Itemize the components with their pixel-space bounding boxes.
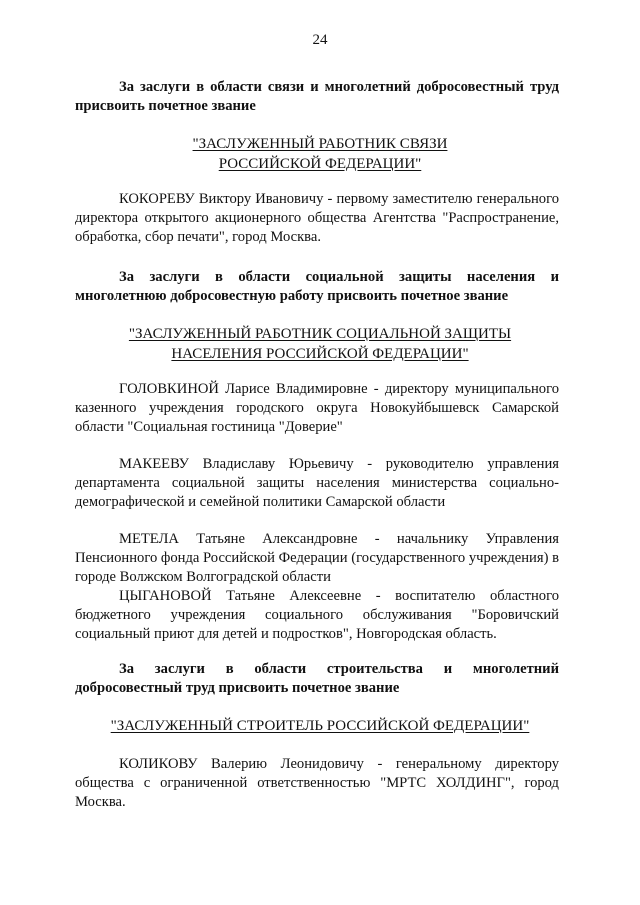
title-line: НАСЕЛЕНИЯ РОССИЙСКОЙ ФЕДЕРАЦИИ"	[171, 346, 469, 362]
section-heading-construction: За заслуги в области строительства и многолетний добросовестный труд присвоить почетное звание	[75, 661, 559, 696]
awardee-paragraph: МАКЕЕВУ Владиславу Юрьевичу - руководителю управления департамента социальной защиты населения министерства социально-демографической и семейной политики Самарской области	[75, 456, 559, 510]
title-communications	[0, 134, 640, 174]
title-line: "ЗАСЛУЖЕННЫЙ СТРОИТЕЛЬ РОССИЙСКОЙ ФЕДЕРАЦИИ"	[110, 718, 530, 734]
awardee-paragraph: ГОЛОВКИНОЙ Ларисе Владимировне - директору муниципального казенного учреждения городского округа Новокуйбышевск Самарской области "Социальная гостиница "Доверие"	[75, 381, 559, 435]
awardee-paragraph: КОЛИКОВУ Валерию Леонидовичу - генеральному директору общества с ограниченной ответственностью "МРТС ХОЛДИНГ", город Москва.	[75, 756, 559, 810]
awardee-paragraph: МЕТЕЛА Татьяне Александровне - начальнику Управления Пенсионного фонда Российской Федерации (государственного учреждения) в городе Волжском Волгоградской области	[75, 531, 559, 585]
page-number: 24	[312, 32, 328, 48]
title-line: "ЗАСЛУЖЕННЫЙ РАБОТНИК СВЯЗИ	[192, 136, 448, 152]
awardee-paragraph: КОКОРЕВУ Виктору Ивановичу - первому заместителю генерального директора открытого акционерного общества Агентства "Распространение, обработка, сбор печати", город Москва.	[75, 191, 559, 245]
awardee-paragraph: ЦЫГАНОВОЙ Татьяне Алексеевне - воспитателю областного бюджетного учреждения социального обслуживания "Боровичский социальный приют для детей и подростков", Новгородская область.	[75, 588, 559, 642]
title-social-protection	[0, 324, 640, 364]
title-line: РОССИЙСКОЙ ФЕДЕРАЦИИ"	[218, 156, 422, 172]
section-heading-communications: За заслуги в области связи и многолетний добросовестный труд присвоить почетное звание	[75, 79, 559, 114]
title-line: "ЗАСЛУЖЕННЫЙ РАБОТНИК СОЦИАЛЬНОЙ ЗАЩИТЫ	[128, 326, 512, 342]
title-construction	[0, 716, 640, 736]
section-heading-social-protection: За заслуги в области социальной защиты населения и многолетнюю добросовестную работу присвоить почетное звание	[75, 269, 559, 304]
